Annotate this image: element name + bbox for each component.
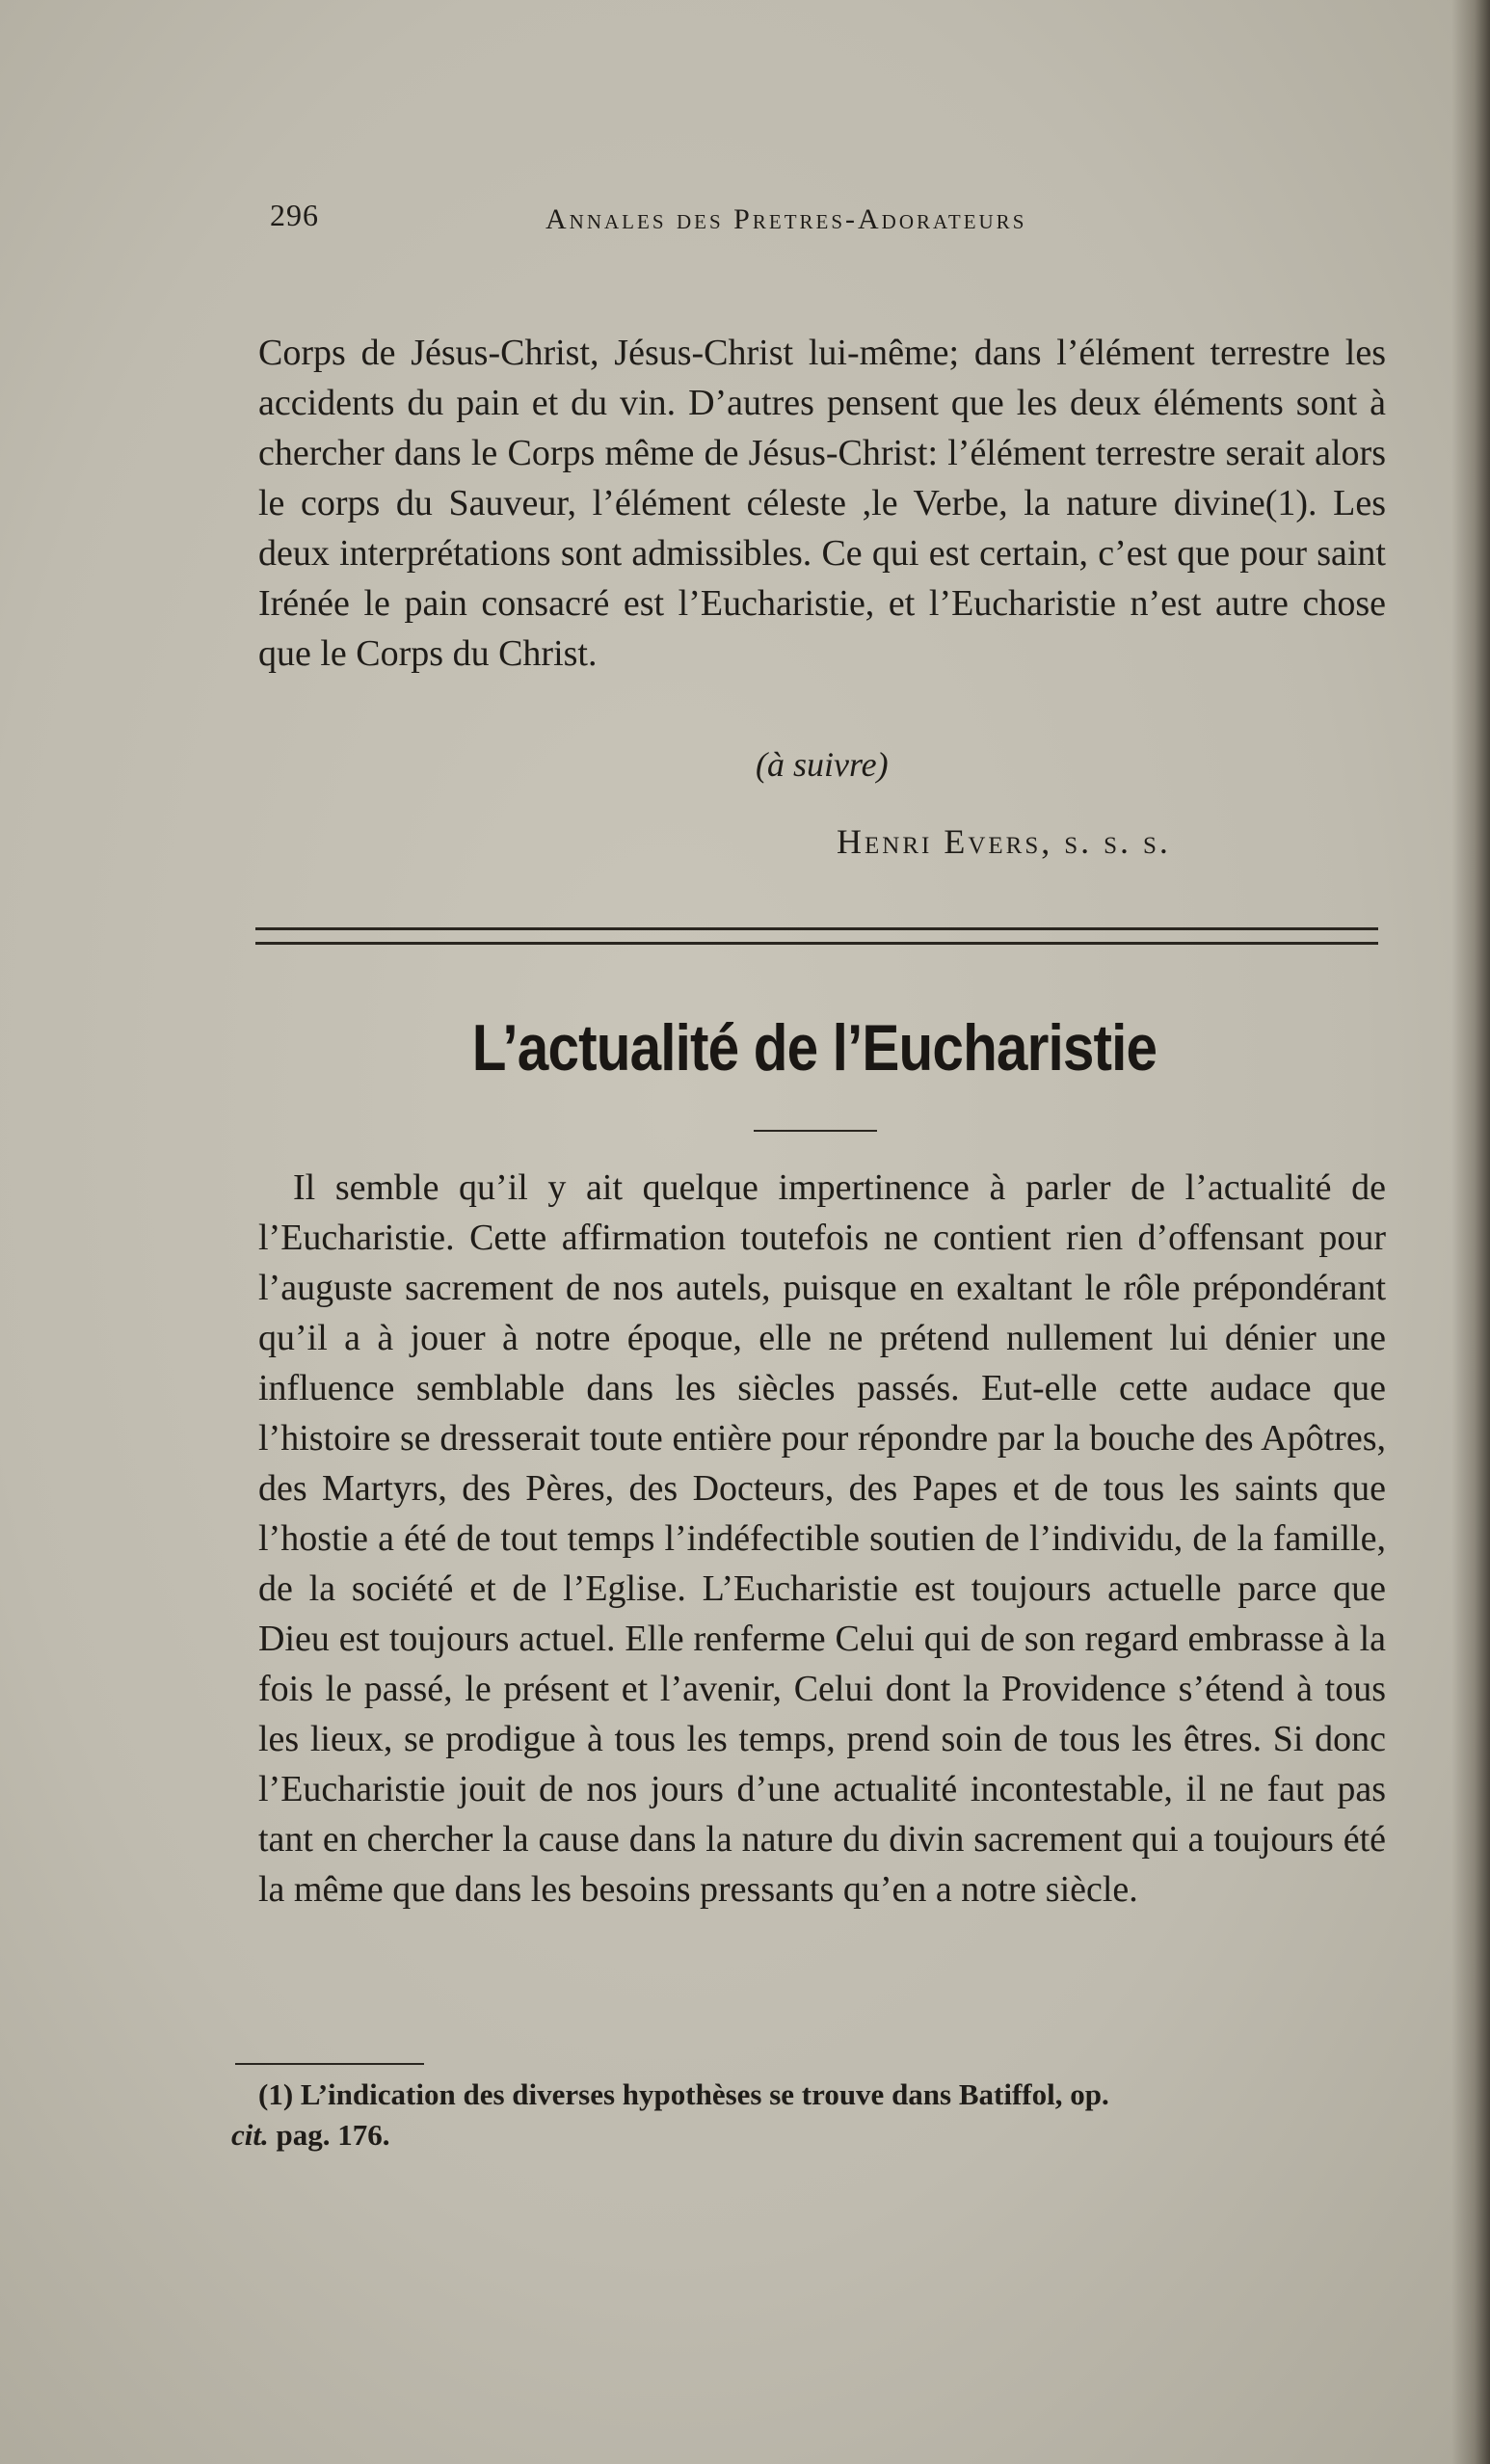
footnote-page-ref: pag. 176. bbox=[276, 2118, 390, 2152]
continued-text bbox=[258, 328, 1386, 679]
footnote-rule bbox=[235, 2063, 424, 2065]
footnote bbox=[231, 2075, 1359, 2156]
author-signature: Henri Evers, s. s. s. bbox=[837, 822, 1171, 861]
to-be-continued: (à suivre) bbox=[756, 745, 889, 784]
continued-paragraph: Corps de Jésus-Christ, Jésus-Christ lui-même; dans l’élément terrestre les accidents du pain et du vin. D’autres pensent que les deux éléments sont à chercher dans le Corps même de Jésus-Christ: l’élément terrestre serait alors le corps du Sauveur, l’élément céleste ,le Verbe, la nature divine(1). Les deux interprétations sont admissibles. Ce qui est certain, c’est que pour saint Irénée le pain consacré est l’Eucharistie, et l’Eucharistie n’est autre chose que le Corps du Christ. bbox=[258, 333, 1386, 674]
article-title: L’actualité de l’Eucharistie bbox=[471, 1011, 1157, 1085]
footnote-line bbox=[231, 2075, 1359, 2156]
section-divider bbox=[255, 927, 1378, 945]
page-gutter-shadow bbox=[1451, 0, 1490, 2464]
footnote-text: L’indication des diverses hypothèses se trouve dans Batiffol, op. bbox=[300, 2077, 1109, 2111]
article-body bbox=[258, 1163, 1386, 1915]
title-underline bbox=[754, 1130, 877, 1132]
page-header bbox=[270, 198, 1137, 240]
footnote-cit: cit. bbox=[231, 2118, 269, 2152]
article-paragraph: Il semble qu’il y ait quelque impertinence à parler de l’actualité de l’Eucharistie. Cette affirmation toutefois ne contient rien d’offensant pour l’auguste sacrement de nos autels, puisque en exaltant le rôle prépondérant qu’il a à jouer à notre époque, elle ne prétend nullement lui dénier une influence semblable dans les siècles passés. Eut-elle cette audace que l’histoire se dresserait toute entière pour répondre par la bouche des Apôtres, des Martyrs, des Pères, des Docteurs, des Papes et de tous les saints que l’hostie a été de tout temps l’indéfectible soutien de l’individu, de la famille, de la société et de l’Eglise. L’Eucharistie est toujours actuelle parce que Dieu est toujours actuel. Elle renferme Celui qui de son regard embrasse à la fois le passé, le présent et l’avenir, Celui dont la Providence s’étend à tous les lieux, se prodigue à tous les temps, prend soin de tous les êtres. Si donc l’Eucharistie jouit de nos jours d’une actualité incontestable, il ne faut pas tant en chercher la cause dans la nature du divin sacrement qui a toujours été la même que dans les besoins pressants qu’en a notre siècle. bbox=[258, 1167, 1386, 1910]
footnote-marker: (1) bbox=[258, 2077, 294, 2111]
page-number: 296 bbox=[270, 198, 319, 232]
running-title: Annales des Pretres-Adorateurs bbox=[545, 203, 1027, 235]
